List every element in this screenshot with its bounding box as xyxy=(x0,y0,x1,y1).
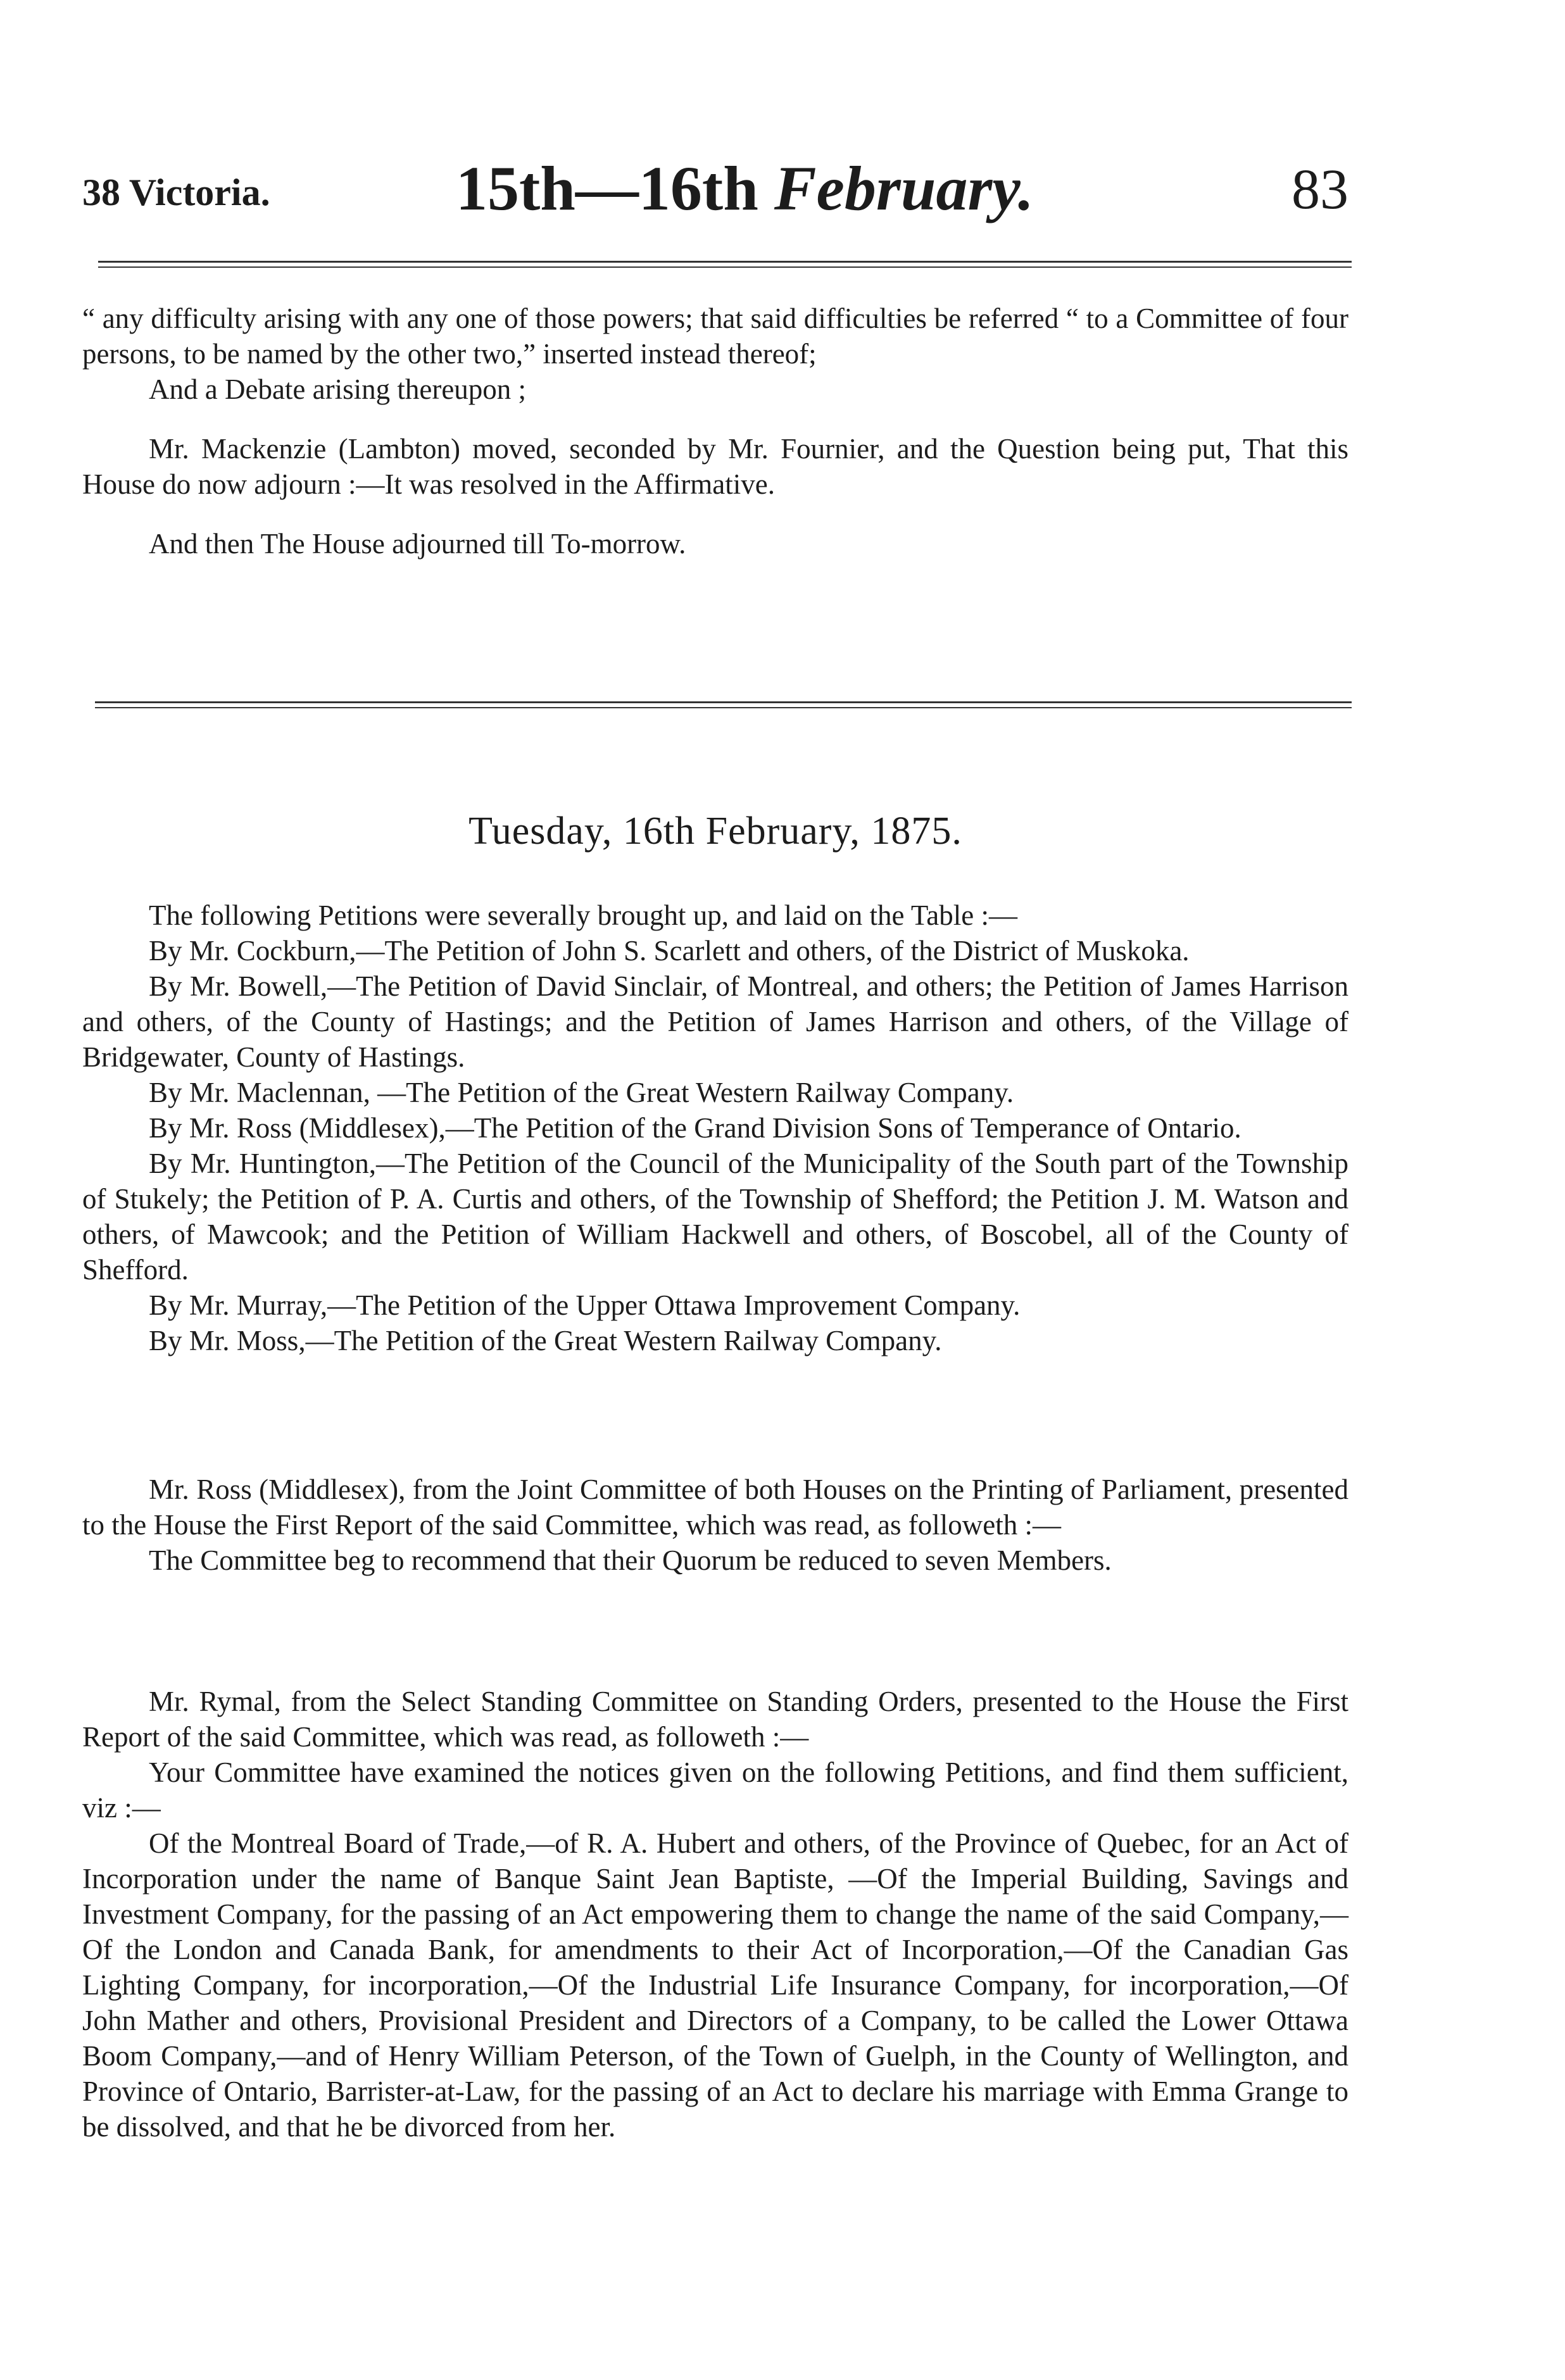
section-rule xyxy=(95,701,1352,708)
adjourn-motion: Mr. Mackenzie (Lambton) moved, seconded by Mr. Fournier, and the Question being put, That this House do now adjourn :—It was resolved in the Affirmative. xyxy=(82,433,1348,500)
petition-item: By Mr. Ross (Middlesex),—The Petition of the Grand Division Sons of Temperance of Ontario. xyxy=(149,1112,1241,1144)
printing-report-intro: Mr. Ross (Middlesex), from the Joint Committee of both Houses on the Printing of Parliament, presented to the House the First Report of the said Committee, which was read, as followeth :— xyxy=(82,1474,1348,1541)
header-rule xyxy=(98,261,1352,268)
standing-orders-list: Of the Montreal Board of Trade,—of R. A. Hubert and others, of the Province of Quebec, for an Act of Incorporation under the name of Banque Saint Jean Baptiste, —Of the Imperial Building, Savings and Investment Company, for the passing of an Act empowering them to change the name of the said Company,—Of the London and Canada Bank, for amendments to their Act of Incorporation,—Of the Canadian Gas Lighting Company, for incorporation,—Of the Industrial Life Insurance Company, for incorporation,—Of John Mather and others, Provisional President and Directors of a Company, to be called the Lower Ottawa Boom Company,—and of Henry William Peterson, of the Town of Guelph, in the County of Wellington, and Province of Ontario, Barrister-at-Law, for the passing of an Act to declare his marriage with Emma Grange to be dissolved, and that he be divorced from her. xyxy=(82,1827,1348,2143)
petitions-intro: The following Petitions were severally brought up, and laid on the Table :— xyxy=(149,899,1017,931)
header-date-days: 15th—16th xyxy=(456,153,758,223)
adjourn-line: And then The House adjourned till To-morrow. xyxy=(149,528,686,560)
amendment-text: “ any difficulty arising with any one of those powers; that said difficulties be referred “ to a Committee of four persons, to be named by the other two,” inserted instead thereof; xyxy=(82,303,1348,370)
top-block xyxy=(82,301,1348,561)
petition-item: By Mr. Cockburn,—The Petition of John S. Scarlett and others, of the District of Muskoka. xyxy=(149,935,1190,967)
standing-orders-block xyxy=(82,1684,1348,2145)
page-header xyxy=(82,152,1348,228)
standing-orders-intro: Mr. Rymal, from the Select Standing Committee on Standing Orders, presented to the House the First Report of the said Committee, which was read, as followeth :— xyxy=(82,1686,1348,1753)
section-title: Tuesday, 16th February, 1875. xyxy=(468,810,962,853)
petition-item: By Mr. Maclennan, —The Petition of the Great Western Railway Company. xyxy=(149,1077,1014,1108)
session-label: 38 Victoria. xyxy=(82,172,270,213)
page-number: 83 xyxy=(1292,158,1348,221)
printing-report-text: The Committee beg to recommend that their Quorum be reduced to seven Members. xyxy=(149,1544,1112,1576)
petitions-block xyxy=(82,898,1348,1358)
debate-line: And a Debate arising thereupon ; xyxy=(149,373,527,405)
header-date-month: February. xyxy=(774,153,1034,223)
petition-item: By Mr. Murray,—The Petition of the Upper Ottawa Improvement Company. xyxy=(149,1289,1021,1321)
petition-item: By Mr. Huntington,—The Petition of the Council of the Municipality of the South part of the Township of Stukely; the Petition of P. A. Curtis and others, of the Township of Shefford; the Petition J. M. Watson and others, of Mawcook; and the Petition of William Hackwell and others, of Boscobel, all of the County of Shefford. xyxy=(82,1148,1348,1286)
petition-item: By Mr. Bowell,—The Petition of David Sinclair, of Montreal, and others; the Petition of James Harrison and others, of the County of Hastings; and the Petition of James Harrison and others, of the Village of Bridgewater, County of Hastings. xyxy=(82,970,1348,1073)
petition-item: By Mr. Moss,—The Petition of the Great Western Railway Company. xyxy=(149,1325,942,1356)
printing-report-block xyxy=(82,1472,1348,1578)
standing-orders-finding: Your Committee have examined the notices given on the following Petitions, and find them sufficient, viz :— xyxy=(82,1757,1348,1824)
header-date xyxy=(456,152,1034,225)
